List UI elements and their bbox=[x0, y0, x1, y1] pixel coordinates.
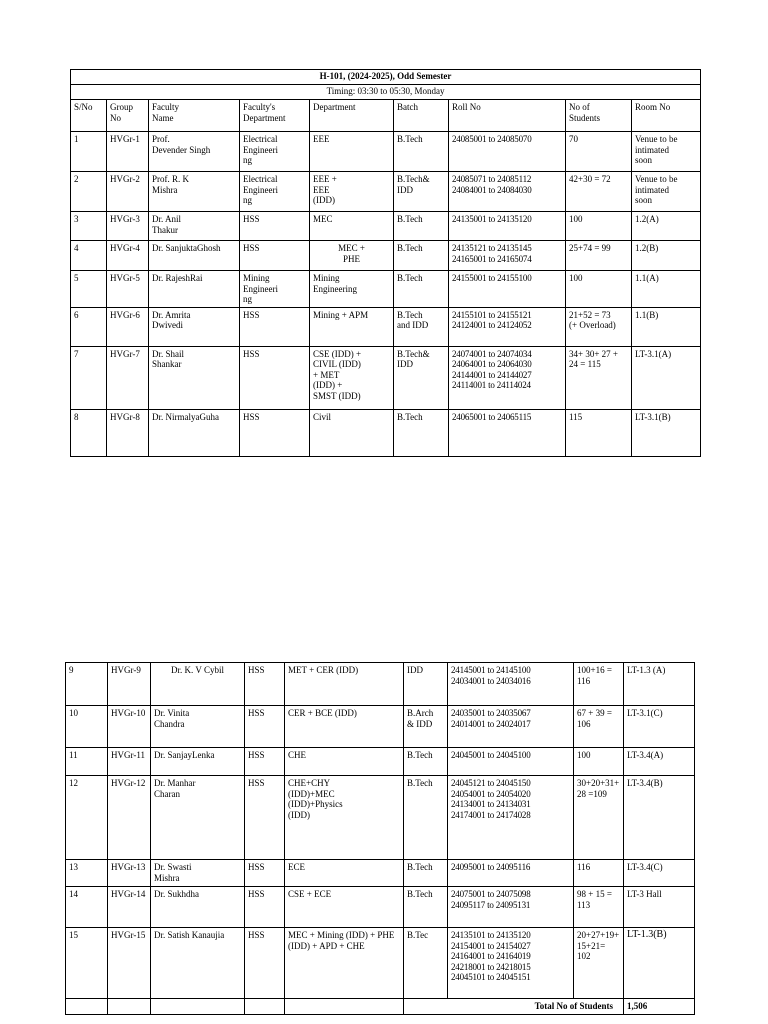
timetable-h101 bbox=[70, 69, 701, 457]
empty-cell bbox=[151, 999, 245, 1015]
cell-faculty: Dr. Swasti Mishra bbox=[151, 860, 245, 887]
cell-room: 1.1(B) bbox=[632, 307, 701, 346]
cell-students: 116 bbox=[574, 860, 624, 887]
cell-students: 34+ 30+ 27 + 24 = 115 bbox=[566, 346, 632, 409]
cell-room: Venue to be intimated soon bbox=[632, 132, 701, 172]
cell-room: LT-3.4(A) bbox=[624, 748, 695, 776]
cell-sno: 10 bbox=[66, 706, 108, 748]
cell-department: MEC + Mining (IDD) + PHE (IDD) + APD + CHE bbox=[285, 928, 404, 999]
cell-group: HVGr-3 bbox=[107, 212, 149, 241]
cell-faculty: Dr. NirmalyaGuha bbox=[149, 409, 240, 456]
cell-batch: B.Tech bbox=[394, 212, 449, 241]
cell-faculty-dept: HSS bbox=[240, 307, 310, 346]
cell-students: 100+16 = 116 bbox=[574, 663, 624, 706]
cell-batch: B.Tech bbox=[404, 776, 448, 860]
header-department: Department bbox=[310, 100, 394, 132]
header-faculty-department: Faculty's Department bbox=[240, 100, 310, 132]
cell-department: EEE bbox=[310, 132, 394, 172]
table-row bbox=[66, 860, 695, 887]
cell-room: LT-1.3 (A) bbox=[624, 663, 695, 706]
header-roll-no: Roll No bbox=[449, 100, 566, 132]
cell-room: LT-3.4(C) bbox=[624, 860, 695, 887]
cell-department: Mining + APM bbox=[310, 307, 394, 346]
cell-batch: B.Tech bbox=[394, 132, 449, 172]
cell-sno: 6 bbox=[71, 307, 107, 346]
table-row bbox=[71, 212, 701, 241]
cell-roll-no: 24045001 to 24045100 bbox=[448, 748, 574, 776]
cell-students: 98 + 15 = 113 bbox=[574, 887, 624, 928]
header-faculty-name: Faculty Name bbox=[149, 100, 240, 132]
cell-department: EEE + EEE (IDD) bbox=[310, 172, 394, 212]
cell-group: HVGr-7 bbox=[107, 346, 149, 409]
table-row bbox=[71, 241, 701, 271]
cell-batch: B.Tech bbox=[404, 860, 448, 887]
cell-roll-no: 24145001 to 24145100 24034001 to 24034016 bbox=[448, 663, 574, 706]
cell-department: MEC + PHE bbox=[310, 241, 394, 271]
header-group-no: Group No bbox=[107, 100, 149, 132]
cell-students: 115 bbox=[566, 409, 632, 456]
cell-faculty-dept: HSS bbox=[245, 663, 285, 706]
cell-department: CSE + ECE bbox=[285, 887, 404, 928]
cell-room: LT-3.1(C) bbox=[624, 706, 695, 748]
empty-cell bbox=[285, 999, 404, 1015]
cell-roll-no: 24135101 to 24135120 24154001 to 24154027 24164001 to 24164019 24218001 to 24218015 24045101 to 24045151 bbox=[448, 928, 574, 999]
cell-group: HVGr-5 bbox=[107, 271, 149, 308]
cell-group: HVGr-11 bbox=[108, 748, 151, 776]
empty-cell bbox=[245, 999, 285, 1015]
cell-room: LT-3 Hall bbox=[624, 887, 695, 928]
timing-text: Timing: 03:30 to 05:30, Monday bbox=[71, 85, 701, 100]
cell-sno: 13 bbox=[66, 860, 108, 887]
cell-faculty: Dr. Vinita Chandra bbox=[151, 706, 245, 748]
cell-students: 70 bbox=[566, 132, 632, 172]
cell-roll-no: 24085071 to 24085112 24084001 to 24084030 bbox=[449, 172, 566, 212]
cell-department: ECE bbox=[285, 860, 404, 887]
cell-roll-no: 24045121 to 24045150 24054001 to 24054020 24134001 to 24134031 24174001 to 24174028 bbox=[448, 776, 574, 860]
timetable-continued bbox=[65, 662, 695, 1015]
cell-room: LT-3.4(B) bbox=[624, 776, 695, 860]
cell-faculty-dept: Electrical Engineeri ng bbox=[240, 172, 310, 212]
cell-faculty: Dr. Amrita Dwivedi bbox=[149, 307, 240, 346]
cell-sno: 15 bbox=[66, 928, 108, 999]
cell-group: HVGr-2 bbox=[107, 172, 149, 212]
cell-group: HVGr-4 bbox=[107, 241, 149, 271]
cell-room: LT-1.3(B) bbox=[624, 928, 695, 999]
cell-students: 30+20+31+ 28 =109 bbox=[574, 776, 624, 860]
cell-sno: 8 bbox=[71, 409, 107, 456]
table-row bbox=[66, 663, 695, 706]
cell-sno: 3 bbox=[71, 212, 107, 241]
cell-roll-no: 24075001 to 24075098 24095117 to 24095131 bbox=[448, 887, 574, 928]
table-row bbox=[66, 928, 695, 999]
cell-students: 20+27+19+ 15+21= 102 bbox=[574, 928, 624, 999]
cell-batch: B.Tech& IDD bbox=[394, 346, 449, 409]
cell-batch: B.Tec bbox=[404, 928, 448, 999]
cell-students: 67 + 39 = 106 bbox=[574, 706, 624, 748]
table-row bbox=[66, 776, 695, 860]
cell-sno: 11 bbox=[66, 748, 108, 776]
header-row bbox=[71, 100, 701, 132]
cell-department: CHE+CHY (IDD)+MEC (IDD)+Physics (IDD) bbox=[285, 776, 404, 860]
cell-room: 1.1(A) bbox=[632, 271, 701, 308]
cell-sno: 2 bbox=[71, 172, 107, 212]
table-row bbox=[71, 307, 701, 346]
cell-group: HVGr-13 bbox=[108, 860, 151, 887]
cell-group: HVGr-10 bbox=[108, 706, 151, 748]
cell-batch: B.Tech& IDD bbox=[394, 172, 449, 212]
cell-sno: 12 bbox=[66, 776, 108, 860]
cell-group: HVGr-14 bbox=[108, 887, 151, 928]
cell-faculty-dept: HSS bbox=[245, 928, 285, 999]
cell-group: HVGr-15 bbox=[108, 928, 151, 999]
table-row bbox=[71, 346, 701, 409]
total-row bbox=[66, 999, 695, 1015]
cell-batch: B.Tech bbox=[404, 887, 448, 928]
cell-faculty-dept: HSS bbox=[245, 887, 285, 928]
cell-sno: 7 bbox=[71, 346, 107, 409]
cell-batch: B.Tech bbox=[404, 748, 448, 776]
cell-sno: 9 bbox=[66, 663, 108, 706]
cell-group: HVGr-6 bbox=[107, 307, 149, 346]
table-row bbox=[71, 409, 701, 456]
table-row bbox=[66, 748, 695, 776]
cell-group: HVGr-8 bbox=[107, 409, 149, 456]
cell-room: LT-3.1(B) bbox=[632, 409, 701, 456]
cell-faculty-dept: HSS bbox=[245, 706, 285, 748]
cell-roll-no: 24155101 to 24155121 24124001 to 24124052 bbox=[449, 307, 566, 346]
cell-faculty: Dr. Manhar Charan bbox=[151, 776, 245, 860]
cell-department: MEC bbox=[310, 212, 394, 241]
cell-roll-no: 24095001 to 24095116 bbox=[448, 860, 574, 887]
cell-faculty-dept: HSS bbox=[245, 776, 285, 860]
cell-batch: IDD bbox=[404, 663, 448, 706]
timing-row bbox=[71, 85, 701, 100]
cell-department: CER + BCE (IDD) bbox=[285, 706, 404, 748]
table-title: H-101, (2024-2025), Odd Semester bbox=[71, 70, 701, 85]
cell-sno: 1 bbox=[71, 132, 107, 172]
table-row bbox=[71, 271, 701, 308]
header-sno: S/No bbox=[71, 100, 107, 132]
cell-faculty: Dr. Satish Kanaujia bbox=[151, 928, 245, 999]
cell-room: Venue to be intimated soon bbox=[632, 172, 701, 212]
cell-batch: B.Tech and IDD bbox=[394, 307, 449, 346]
cell-sno: 14 bbox=[66, 887, 108, 928]
cell-room: 1.2(B) bbox=[632, 241, 701, 271]
cell-roll-no: 24085001 to 24085070 bbox=[449, 132, 566, 172]
table-title-row bbox=[71, 70, 701, 85]
cell-faculty: Dr. K. V Cybil bbox=[151, 663, 245, 706]
cell-department: Civil bbox=[310, 409, 394, 456]
cell-department: MET + CER (IDD) bbox=[285, 663, 404, 706]
table-row bbox=[66, 887, 695, 928]
table-row bbox=[71, 132, 701, 172]
total-label: Total No of Students bbox=[404, 999, 624, 1015]
cell-faculty-dept: HSS bbox=[240, 409, 310, 456]
cell-batch: B.Tech bbox=[394, 241, 449, 271]
cell-department: CSE (IDD) + CIVIL (IDD) + MET (IDD) + SMST (IDD) bbox=[310, 346, 394, 409]
cell-sno: 4 bbox=[71, 241, 107, 271]
cell-faculty-dept: HSS bbox=[240, 241, 310, 271]
cell-room: LT-3.1(A) bbox=[632, 346, 701, 409]
cell-batch: B.Tech bbox=[394, 409, 449, 456]
cell-faculty: Dr. Anil Thakur bbox=[149, 212, 240, 241]
cell-roll-no: 24155001 to 24155100 bbox=[449, 271, 566, 308]
total-value: 1,506 bbox=[624, 999, 695, 1015]
cell-faculty: Dr. RajeshRai bbox=[149, 271, 240, 308]
cell-faculty: Prof. Devender Singh bbox=[149, 132, 240, 172]
cell-students: 100 bbox=[566, 271, 632, 308]
cell-department: CHE bbox=[285, 748, 404, 776]
cell-faculty: Dr. Sukhdha bbox=[151, 887, 245, 928]
cell-faculty: Dr. SanjayLenka bbox=[151, 748, 245, 776]
cell-faculty-dept: HSS bbox=[245, 860, 285, 887]
header-no-of-students: No of Students bbox=[566, 100, 632, 132]
cell-faculty: Dr. Shail Shankar bbox=[149, 346, 240, 409]
cell-faculty-dept: HSS bbox=[240, 346, 310, 409]
cell-batch: B.Arch & IDD bbox=[404, 706, 448, 748]
cell-students: 25+74 = 99 bbox=[566, 241, 632, 271]
cell-students: 21+52 = 73 (+ Overload) bbox=[566, 307, 632, 346]
cell-roll-no: 24135121 to 24135145 24165001 to 24165074 bbox=[449, 241, 566, 271]
cell-roll-no: 24065001 to 24065115 bbox=[449, 409, 566, 456]
cell-roll-no: 24074001 to 24074034 24064001 to 24064030 24144001 to 24144027 24114001 to 24114024 bbox=[449, 346, 566, 409]
cell-group: HVGr-9 bbox=[108, 663, 151, 706]
cell-batch: B.Tech bbox=[394, 271, 449, 308]
empty-cell bbox=[66, 999, 108, 1015]
cell-roll-no: 24035001 to 24035067 24014001 to 24024017 bbox=[448, 706, 574, 748]
header-room-no: Room No bbox=[632, 100, 701, 132]
cell-faculty-dept: Mining Engineeri ng bbox=[240, 271, 310, 308]
cell-faculty: Dr. SanjuktaGhosh bbox=[149, 241, 240, 271]
cell-group: HVGr-1 bbox=[107, 132, 149, 172]
empty-cell bbox=[108, 999, 151, 1015]
header-batch: Batch bbox=[394, 100, 449, 132]
table-row bbox=[71, 172, 701, 212]
cell-faculty-dept: HSS bbox=[240, 212, 310, 241]
cell-students: 100 bbox=[574, 748, 624, 776]
cell-sno: 5 bbox=[71, 271, 107, 308]
cell-roll-no: 24135001 to 24135120 bbox=[449, 212, 566, 241]
cell-students: 42+30 = 72 bbox=[566, 172, 632, 212]
cell-faculty-dept: Electrical Engineeri ng bbox=[240, 132, 310, 172]
cell-room: 1.2(A) bbox=[632, 212, 701, 241]
cell-students: 100 bbox=[566, 212, 632, 241]
cell-faculty-dept: HSS bbox=[245, 748, 285, 776]
cell-department: Mining Engineering bbox=[310, 271, 394, 308]
cell-group: HVGr-12 bbox=[108, 776, 151, 860]
cell-faculty: Prof. R. K Mishra bbox=[149, 172, 240, 212]
table-row bbox=[66, 706, 695, 748]
